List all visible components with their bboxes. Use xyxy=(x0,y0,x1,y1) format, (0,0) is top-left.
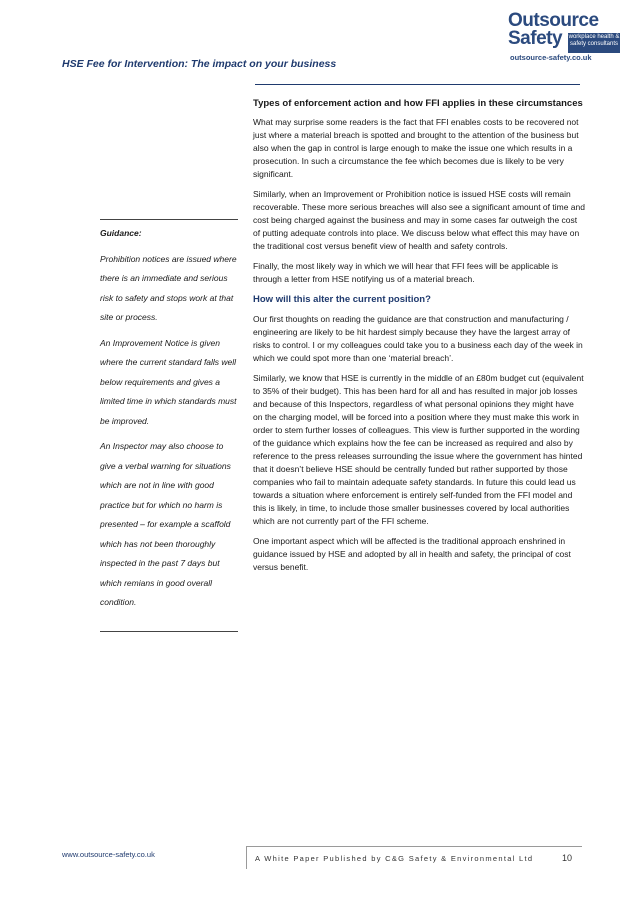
section-heading-enforcement: Types of enforcement action and how FFI applies in these circumstances xyxy=(253,98,583,109)
page-number: 10 xyxy=(562,853,573,863)
paragraph: What may surprise some readers is the fact that FFI enables costs to be recovered not just where a material breach is spotted and brought to the attention of the business but also when the gap in control is large enough to make the issue one which results in a prosecution. In such a circumstance the fee which becomes due is likely to be very significant. xyxy=(253,117,579,179)
logo-badge: workplace health & safety consultants xyxy=(568,33,620,53)
sidebar-paragraph: Prohibition notices are issued where there is an immediate and serious risk to safety and stops work at that site or process. xyxy=(100,253,237,322)
paragraph: Similarly, when an Improvement or Prohibition notice is issued HSE costs will remain recoverable. These more serious breaches will also see a significant amount of time and cost being charged against the business and may in some cases far outweigh the cost of putting adequate controls into place. We discuss below what effect this may have on the traditional cost versus benefit view of health and safety controls. xyxy=(253,189,585,251)
paragraph: Finally, the most likely way in which we will hear that FFI fees will be applicable is through a letter from HSE notifying us of a material breach. xyxy=(253,261,559,284)
logo-line-1: Outsource xyxy=(508,10,599,31)
footer-url: www.outsource-safety.co.uk xyxy=(62,850,155,859)
logo-url: outsource-safety.co.uk xyxy=(510,53,592,62)
guidance-sidebar xyxy=(100,219,238,632)
paragraph: Our first thoughts on reading the guidance are that construction and manufacturing / engineering are likely to be hit hardest simply because they have the largest array of risks to control. I or my colleagues could take you to a business each day of the week in which we could spot more than one ‘material breach’. xyxy=(253,314,583,363)
sidebar-paragraph: An Improvement Notice is given where the current standard falls well below requirements and gives a limited time in which standards must be improved. xyxy=(100,337,237,426)
sidebar-title: Guidance: xyxy=(100,228,142,238)
outsource-safety-logo xyxy=(505,10,625,80)
paragraph: Similarly, we know that HSE is currently in the middle of an £80m budget cut (equivalent to 35% of their budget). This has been hard for all and has resulted in major job losses and because of this Inspectors, regardless of what personal opinions they might have on the charging model, will be forced into a position where they must make this work in order to stem further losses of colleagues. This view is further supported in the wording of the guidance which explains how the fee can be increased as required and also by reference to the press releases surrounding the issue where the government has hinted that it doesn’t believe HSE should be centrally funded but rather supported by those companies who fail to maintain adequate safety standards. In future this could lead us towards a situation where enforcement is entirely self-funded from the FFI model and this is likely, in time, to include those smaller businesses covered by local authorities which are not currently part of the FFI scheme. xyxy=(253,373,584,526)
logo-line-2: Safety xyxy=(508,28,563,49)
header-divider xyxy=(255,84,580,85)
document-header-title: HSE Fee for Intervention: The impact on your business xyxy=(62,58,337,70)
section-heading-current-position: How will this alter the current position? xyxy=(253,294,431,305)
sidebar-paragraph: An Inspector may also choose to give a verbal warning for situations which are not in line with good practice but for which no harm is presented – for example a scaffold which has not been thoroughly inspected in the past 7 days but which remians in good overall condition. xyxy=(100,441,231,607)
main-column xyxy=(253,97,585,581)
footer-publisher: A White Paper Published by C&G Safety & Environmental Ltd xyxy=(255,854,534,863)
paragraph: One important aspect which will be affected is the traditional approach enshrined in guidance issued by HSE and adopted by all in health and safety, the principal of cost versus benefit. xyxy=(253,536,571,572)
